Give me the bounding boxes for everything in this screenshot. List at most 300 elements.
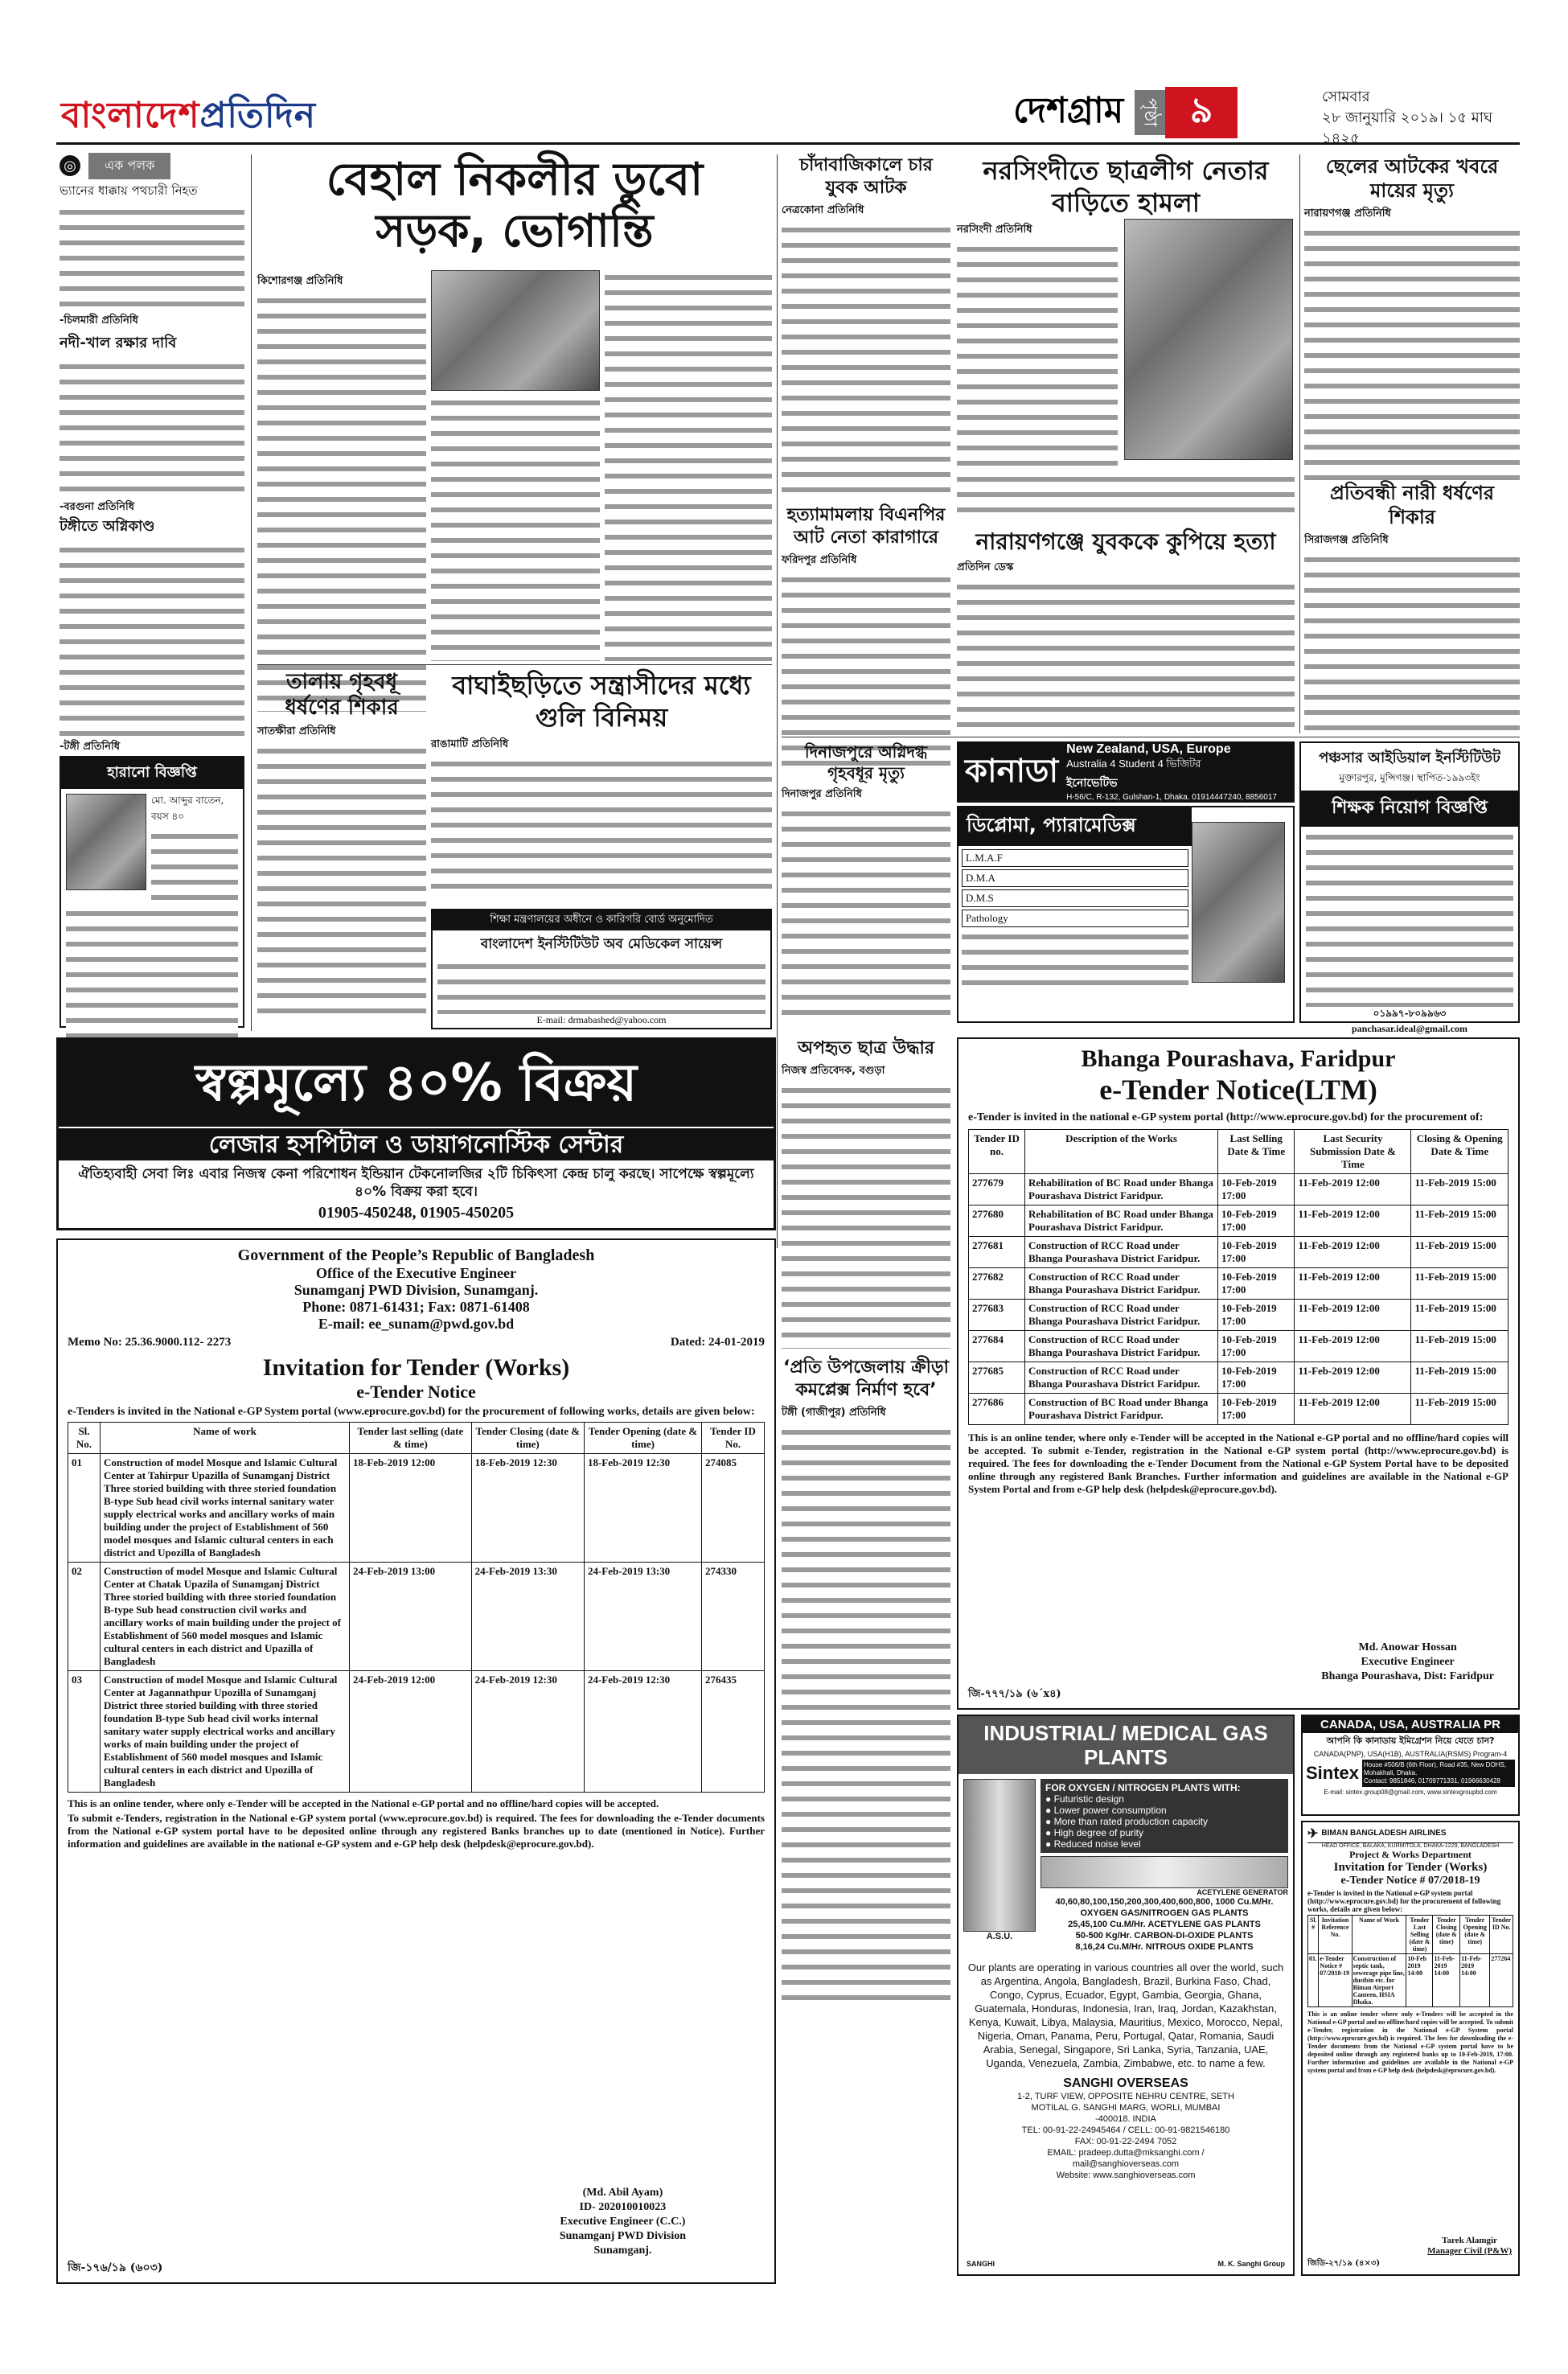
cell-id: 277682 <box>969 1268 1025 1300</box>
page-word: পৃষ্ঠা <box>1135 90 1165 135</box>
ad-canada[interactable] <box>957 741 1295 803</box>
th-work: Name of Work <box>1352 1916 1406 1954</box>
story-abducted <box>782 1037 950 2276</box>
signer-title: Manager Civil (P&W) <box>1427 2246 1512 2256</box>
ek-palak-label: এক পলক <box>88 153 170 179</box>
cell-desc: Rehabilitation of BC Road under Bhanga Pourashava District Faridpur. <box>1025 1174 1218 1205</box>
ad-diploma[interactable] <box>957 806 1295 1023</box>
tender-bhanga[interactable] <box>957 1037 1520 1710</box>
cell-security: 11-Feb-2019 12:00 <box>1295 1268 1411 1300</box>
signer-name: Md. Anowar Hossan <box>1358 1641 1457 1653</box>
cell-opening: 24-Feb-2019 12:30 <box>584 1671 701 1793</box>
bhanga-table <box>968 1129 1508 1425</box>
cell-closing: 11-Feb-2019 15:00 <box>1411 1394 1508 1425</box>
sintex-address: House #506/B (6th Floor), Road #35, New DOHS, Mohakhali, Dhaka. <box>1364 1761 1507 1776</box>
narayanganj-credit: প্রতিদিন ডেস্ক <box>957 561 1014 573</box>
cell-closing: 11-Feb-2019 15:00 <box>1411 1237 1508 1268</box>
chandabaji-headline: চাঁদাবাজিকালে চার যুবক আটক <box>799 155 933 198</box>
biman-notice: e-Tender Notice # 07/2018-19 <box>1340 1875 1480 1887</box>
th-selling: Tender last selling (date & time) <box>350 1423 472 1454</box>
chandabaji-body <box>782 223 950 496</box>
missing-caption: মো. আব্দুর বাতেন, বয়স ৪০ <box>151 795 224 822</box>
narsingdi-credit: নরসিংদী প্রতিনিধি <box>957 224 1032 236</box>
cell-selling: 10-Feb-2019 17:00 <box>1218 1394 1295 1425</box>
cell-selling: 10-Feb-2019 17:00 <box>1218 1174 1295 1205</box>
brief-credit: -বরগুনা প্রতিনিধি <box>60 501 135 513</box>
ad-medical-name: বাংলাদেশ ইনস্টিটিউট অব মেডিকেল সায়েন্স <box>480 936 723 952</box>
gas-email: EMAIL: pradeep.dutta@mksanghi.com / mail@sanghioverseas.com <box>1047 2148 1205 2169</box>
abducted-credit: নিজস্ব প্রতিবেদক, বগুড়া <box>782 1065 885 1077</box>
cell-security: 11-Feb-2019 12:00 <box>1295 1394 1411 1425</box>
cell-work: Construction of septic tank, sewerage pipe line, dustbin etc. for Biman Airport Canteen, HSIA Dhaka. <box>1352 1954 1406 2007</box>
disabled-credit: সিরাজগঞ্জ প্রতিনিধি <box>1304 534 1389 546</box>
table-row <box>1308 1954 1513 2007</box>
ad-40-percent[interactable] <box>56 1037 776 1230</box>
cell-security: 11-Feb-2019 12:00 <box>1295 1300 1411 1331</box>
story-dinajpur <box>782 741 950 1028</box>
cell-desc: Construction of RCC Road under Bhanga Pourashava District Faridpur. <box>1025 1268 1218 1300</box>
date: ২৮ জানুয়ারি ২০১৯। ১৫ মাঘ ১৪২৫ <box>1322 109 1493 147</box>
spec-line: 8,16,24 Cu.M/Hr. NITROUS OXIDE PLANTS <box>1075 1942 1254 1952</box>
th-security: Last Security Submission Date & Time <box>1295 1130 1411 1174</box>
ad-diploma-title: ডিপ্লোমা, প্যারামেডিক্স <box>958 807 1192 846</box>
th-sl: Sl. # <box>1308 1916 1319 1954</box>
cell-closing: 24-Feb-2019 13:30 <box>471 1563 584 1671</box>
cell-security: 11-Feb-2019 12:00 <box>1295 1237 1411 1268</box>
cell-closing: 11-Feb-2019 14:00 <box>1433 1954 1460 2007</box>
cell-opening: 18-Feb-2019 12:30 <box>584 1454 701 1563</box>
table-row <box>68 1563 765 1671</box>
table-row <box>969 1362 1508 1394</box>
cell-id: 277679 <box>969 1174 1025 1205</box>
story-talla <box>257 669 426 1023</box>
asu-column-image <box>963 1779 1036 1932</box>
th-opening: Tender Opening (date & time) <box>584 1423 701 1454</box>
baghaichhari-body <box>431 757 772 893</box>
th-closing: Tender Closing (date & time) <box>1433 1916 1460 1954</box>
biman-title: Invitation for Tender (Works) <box>1333 1861 1488 1874</box>
bhanga-footer: This is an online tender, where only e-Tender will be accepted in the National e-GP portal and no offline/hard copies will be accepted. To submit e-Tender, registration in the National e-GP system portal (http://www.eprocure.gov.bd) is required. The fees for downloading the e-Tender Document from the National e-GP System Portal have to be deposited online through any registered Bank Branches. Further information and guidelines are available in the National e-GP System Portal and from e-GP help desk (helpdesk@eprocure.gov.bd). <box>968 1431 1508 1495</box>
ad-diploma-row: Pathology <box>962 910 1188 927</box>
logo-text-right: প্রতিদিন <box>199 95 316 136</box>
th-id: Tender ID No. <box>1490 1916 1513 1954</box>
talla-credit: সাতক্ষীরা প্রতিনিধি <box>257 725 336 737</box>
cell-closing: 11-Feb-2019 15:00 <box>1411 1300 1508 1331</box>
story-chandabaji <box>782 154 950 733</box>
ad-sintex-brand: Sintex <box>1306 1763 1360 1783</box>
column-rule <box>777 154 778 1248</box>
ad-medical-body <box>437 959 766 1014</box>
section-rule <box>257 664 772 665</box>
gas-tel: TEL: 00-91-22-24945464 / CELL: 00-91-9821546180 <box>1021 2126 1230 2135</box>
missing-notice <box>60 756 244 1028</box>
table-row <box>969 1237 1508 1268</box>
signer-office: Bhanga Pourashava, Dist: Faridpur <box>1321 1670 1494 1682</box>
biman-ref: জিডি-২৭/১৯ (৪×৩) <box>1307 2259 1381 2268</box>
story-narsingdi <box>957 154 1295 524</box>
logo-text-left: বাংলাদেশ <box>61 95 200 136</box>
cell-opening: 11-Feb-2019 14:00 <box>1460 1954 1490 2007</box>
biman-dept: Project & Works Department <box>1349 1849 1472 1860</box>
th-closing: Closing & Opening Date & Time <box>1411 1130 1508 1174</box>
cell-closing: 11-Feb-2019 15:00 <box>1411 1331 1508 1362</box>
ad-gas-company: SANGHI OVERSEAS <box>1063 2076 1188 2090</box>
cell-id: 274330 <box>702 1563 765 1671</box>
ad-sintex[interactable] <box>1301 1715 1520 1816</box>
bhanga-office: Bhanga Pourashava, Faridpur <box>1081 1045 1396 1072</box>
sports-headline: ‘প্রতি উপজেলায় ক্রীড়া কমপ্লেক্স নির্মাণ হবে’ <box>783 1357 949 1400</box>
lead-body-col-3 <box>605 270 772 661</box>
cell-closing: 11-Feb-2019 15:00 <box>1411 1362 1508 1394</box>
talla-headline: তালায় গৃহবধূ ধর্ষণের শিকার <box>285 670 399 720</box>
gas-web[interactable]: Website: www.sanghioverseas.com <box>1056 2171 1196 2180</box>
cell-selling: 24-Feb-2019 12:00 <box>350 1671 472 1793</box>
spec-line: 25,45,100 Cu.M/Hr. ACETYLENE GAS PLANTS <box>1068 1920 1261 1929</box>
sanghi-logo: SANGHI <box>967 2260 995 2268</box>
biman-table <box>1307 1915 1513 2007</box>
tender-footer-1: This is an online tender, where only e-Tender will be accepted in the National e-GP portal and no offline/hard copies will be accepted. <box>68 1797 659 1809</box>
ad-gas-box-title: FOR OXYGEN / NITROGEN PLANTS WITH: <box>1045 1782 1241 1793</box>
ad-gas-feature: ● Reduced noise level <box>1045 1838 1141 1850</box>
cell-closing: 18-Feb-2019 12:30 <box>471 1454 584 1563</box>
ad-panchasar-email: panchasar.ideal@gmail.com <box>1351 1023 1468 1034</box>
lead-story-col-1 <box>257 270 426 711</box>
cell-selling: 18-Feb-2019 12:00 <box>350 1454 472 1563</box>
ad-sintex-email: E-mail: sintex.group08@gmail.com, www.sintexgroupbd.com <box>1324 1789 1497 1796</box>
cell-security: 11-Feb-2019 12:00 <box>1295 1205 1411 1237</box>
cell-security: 11-Feb-2019 12:00 <box>1295 1362 1411 1394</box>
mk-sanghi-logo: M. K. Sanghi Group <box>1217 2260 1285 2268</box>
feature-text: More than rated production capacity <box>1053 1816 1209 1827</box>
ad-40-body <box>59 1160 774 1226</box>
cell-sl: 01. <box>1308 1954 1319 2007</box>
brief-body <box>60 359 244 496</box>
tender-signature <box>560 2186 686 2258</box>
ad-gas-title: INDUSTRIAL/ MEDICAL GAS PLANTS <box>958 1716 1293 1774</box>
missing-notice-title: হারানো বিজ্ঞপ্তি <box>61 758 243 789</box>
narsingdi-photo <box>1124 219 1293 460</box>
ad-canada-line2: Australia 4 Student 4 ভিজিটর <box>1066 758 1201 770</box>
cell-work: Construction of model Mosque and Islamic Cultural Center at Jagannathpur Upozilla of Sunamganj District three storied building with three storied foundation B-type Sub head civil works internal sanitary water supply electrical works and ancillary works of main building under the project of Establishment of 560 model mosques and Islamic cultural centers in each district and Upozilla of Bangladesh <box>101 1671 350 1793</box>
ad-medical-title: শিক্ষা মন্ত্রণালয়ের অধীনে ও কারিগরি বোর্ড অনুমোদিত <box>433 910 770 930</box>
tender-office: Office of the Executive Engineer <box>316 1265 516 1281</box>
table-row <box>68 1454 765 1563</box>
cell-work: Construction of model Mosque and Islamic Cultural Center at Chatak Upazila of Sunamganj District Three storied building with three storied foundation B-type Sub head construction civil works and ancillary works of main building under the project of Establishment of 560 model mosques and Islamic cultural centers in each district and Upazilla of Bangladesh <box>101 1563 350 1671</box>
abducted-headline: অপহৃত ছাত্র উদ্ধার <box>798 1038 934 1058</box>
tender-subtitle: e-Tender Notice <box>356 1382 476 1402</box>
brief-lead: ভ্যানের ধাক্কায় পথচারী নিহত <box>60 183 198 198</box>
story-mother <box>1304 154 1520 476</box>
cell-id: 277264 <box>1490 1954 1513 2007</box>
ad-gas-specs <box>1041 1896 1288 1953</box>
cell-selling: 10-Feb-2019 17:00 <box>1218 1205 1295 1237</box>
lead-body-col-2 <box>431 396 600 661</box>
ad-gas-plants[interactable] <box>957 1715 1295 2276</box>
brief-item-1 <box>60 182 244 327</box>
cell-desc: Rehabilitation of BC Road under Bhanga Pourashava District Faridpur. <box>1025 1205 1218 1237</box>
acetylene-label: ACETYLENE GENERATOR <box>1197 1888 1288 1896</box>
lead-body <box>257 294 426 712</box>
ad-gas-features-box <box>1041 1779 1288 1853</box>
sports-credit: টঙ্গী (গাজীপুর) প্রতিনিধি <box>782 1407 886 1419</box>
biman-intro: e-Tender is invited in the National e-GP system portal (http://www.eprocure.gov.bd) for the procurement of following works, details are given below: <box>1307 1889 1501 1913</box>
ad-gas-contact <box>958 2091 1293 2181</box>
cell-selling: 10-Feb-2019 17:00 <box>1218 1331 1295 1362</box>
baghaichhari-credit: রাঙামাটি প্রতিনিধি <box>431 738 509 750</box>
dinajpur-headline: দিনাজপুরে অগ্নিদগ্ধ গৃহবধূর মৃত্যু <box>804 742 928 782</box>
ad-canada-address: H-56/C, R-132, Gulshan-1, Dhaka. 01914447240, 8856017 <box>1066 793 1277 802</box>
biman-signature <box>1427 2236 1512 2257</box>
table-row <box>969 1331 1508 1362</box>
tender-table <box>68 1422 765 1793</box>
disabled-headline: প্রতিবন্ধী নারী ধর্ষণের শিকার <box>1329 482 1495 528</box>
page-number: ৯ <box>1165 87 1238 138</box>
ad-40-phone: 01905-450248, 01905-450205 <box>318 1204 515 1222</box>
missing-person-photo <box>66 794 146 890</box>
bnp-credit: ফরিদপুর প্রতিনিধি <box>782 554 857 566</box>
lead-story-photo <box>431 270 600 391</box>
feature-text: Futuristic design <box>1053 1793 1124 1805</box>
section-name: দেশগ্রাম <box>1013 89 1124 131</box>
tender-title: Invitation for Tender (Works) <box>262 1354 570 1381</box>
story-baghaichhari <box>431 669 772 910</box>
table-row <box>68 1671 765 1793</box>
cell-id: 274085 <box>702 1454 765 1563</box>
tender-memo: Memo No: 25.36.9000.112- 2273 <box>68 1336 232 1349</box>
table-row <box>969 1300 1508 1331</box>
story-disabled <box>1304 481 1520 733</box>
lead-story-headline <box>257 154 772 267</box>
dinajpur-credit: দিনাজপুর প্রতিনিধি <box>782 788 862 800</box>
ek-palak-header <box>60 154 244 177</box>
tender-intro: e-Tenders is invited in the National e-GP System portal (www.eprocure.gov.bd) for the procurement of following works, details are given below: <box>68 1406 755 1418</box>
th-id: Tender ID No. <box>702 1423 765 1454</box>
cell-id: 277683 <box>969 1300 1025 1331</box>
mother-credit: নারায়ণগঞ্জ প্রতিনিধি <box>1304 207 1391 220</box>
tender-division: Sunamganj PWD Division, Sunamganj. <box>293 1282 539 1298</box>
spiral-icon: ◎ <box>60 155 80 176</box>
ad-panchasar-title: শিক্ষক নিয়োগ বিজ্ঞপ্তি <box>1301 791 1518 827</box>
brief-headline: টঙ্গীতে অগ্নিকাণ্ড <box>60 518 155 535</box>
cell-id: 277686 <box>969 1394 1025 1425</box>
asu-label: A.S.U. <box>986 1932 1013 1941</box>
ad-panchasar[interactable] <box>1299 741 1520 1034</box>
cell-opening: 24-Feb-2019 13:30 <box>584 1563 701 1671</box>
talla-body <box>257 744 426 1017</box>
ad-diploma-row: D.M.S <box>962 889 1188 907</box>
biman-logo-icon: ✈ <box>1307 1826 1319 1841</box>
ad-diploma-row: D.M.A <box>962 869 1188 887</box>
ad-canada-sub: New Zealand, USA, Europe <box>1066 742 1231 756</box>
th-sl: Sl. No. <box>68 1423 101 1454</box>
biman-airline: BIMAN BANGLADESH AIRLINES <box>1321 1829 1447 1838</box>
ad-gas-countries: Our plants are operating in various countries all over the world, such as Argentina, Angola, Bangladesh, Brazil, Burkina Faso, Chad, Congo, Cyprus, Ecuador, Egypt, Gambia, Georgia, Ghana, Guatemala, Honduras, Indonesia, Iran, Iraq, Jordan, Kazakhstan, Kenya, Kuwait, Libya, Malaysia, Mauritius, Mexico, Morocco, Nepal, Nigeria, Oman, Panama, Peru, Portugal, Qatar, Romania, Saudi Arabia, Senegal, Singapore, Sri Lanka, Syria, Tanzania, UAE, Uganda, Venezuela, Zambia, Zimbabwe, etc. to name a few. <box>967 1961 1284 2069</box>
th-opening: Tender Opening (date & time) <box>1460 1916 1490 1954</box>
cell-security: 11-Feb-2019 12:00 <box>1295 1331 1411 1362</box>
cell-security: 11-Feb-2019 12:00 <box>1295 1174 1411 1205</box>
ad-canada-title: কানাডা <box>965 752 1059 790</box>
story-narayanganj <box>957 528 1295 733</box>
disabled-body <box>1304 552 1520 737</box>
brief-headline: নদী-খাল রক্ষার দাবি <box>60 335 177 351</box>
tender-phone: Phone: 0871-61431; Fax: 0871-61408 <box>302 1299 530 1315</box>
th-work: Name of work <box>101 1423 350 1454</box>
ad-panchasar-body <box>1306 830 1513 1007</box>
cell-selling: 10-Feb-2019 17:00 <box>1218 1362 1295 1394</box>
cell-desc: Construction of RCC Road under Bhanga Pourashava District Faridpur. <box>1025 1331 1218 1362</box>
narsingdi-body <box>957 242 1118 467</box>
th-selling: Last Selling Date & Time <box>1218 1130 1295 1174</box>
narayanganj-headline: নারায়ণগঞ্জে যুবককে কুপিয়ে হত্যা <box>975 528 1276 555</box>
missing-notice-body <box>66 906 238 1043</box>
lead-headline-line-2: সড়ক, ভোগান্তি <box>376 205 654 257</box>
cell-id: 277680 <box>969 1205 1025 1237</box>
cell-ref: e-Tender Notice # 07/2018-19 <box>1319 1954 1352 2007</box>
cell-id: 277685 <box>969 1362 1025 1394</box>
section-block <box>1013 87 1238 138</box>
cell-work: Construction of model Mosque and Islamic Cultural Center at Tahirpur Upazilla of Sunamganj District Three storied building with three storied foundation B-type Sub head civil works internal sanitary water supply electrical works and ancillary works of main building under the project of Establishment of 560 model mosques and Islamic cultural centers in each district and Upozilla of Bangladesh <box>101 1454 350 1563</box>
mother-headline: ছেলের আটকের খবরে মায়ের মৃত্যু <box>1325 155 1499 202</box>
ad-40-sub: লেজার হসপিটাল ও ডায়াগনোস্টিক সেন্টার <box>59 1127 774 1160</box>
brief-item-2 <box>60 331 244 513</box>
ad-gas-feature: ● More than rated production capacity <box>1045 1816 1209 1827</box>
ad-sintex-title: CANADA, USA, AUSTRALIA PR <box>1303 1716 1518 1733</box>
cell-sl: 01 <box>68 1454 101 1563</box>
tender-biman[interactable] <box>1301 1821 1520 2276</box>
cell-selling: 24-Feb-2019 13:00 <box>350 1563 472 1671</box>
cell-desc: Construction of BC Road under Bhanga Pourashava District Faridpur. <box>1025 1394 1218 1425</box>
spec-line: 50-500 Kg/Hr. CARBON-DI-OXIDE PLANTS <box>1075 1931 1254 1941</box>
signer-title: Executive Engineer (C.C.) <box>560 2216 686 2228</box>
cell-closing: 11-Feb-2019 15:00 <box>1411 1174 1508 1205</box>
column-rule <box>1299 154 1300 733</box>
tender-dated: Dated: 24-01-2019 <box>670 1336 765 1349</box>
th-desc: Description of the Works <box>1025 1130 1218 1174</box>
mother-body <box>1304 226 1520 483</box>
feature-text: High degree of purity <box>1053 1827 1143 1838</box>
brief-item-3 <box>60 515 244 753</box>
th-closing: Tender Closing (date & time) <box>471 1423 584 1454</box>
table-row <box>969 1394 1508 1425</box>
cell-closing: 24-Feb-2019 12:30 <box>471 1671 584 1793</box>
table-row <box>969 1174 1508 1205</box>
ad-panchasar-sub: মুক্তারপুর, মুন্সিগঞ্জ। স্থাপিত-১৯৯৩ইং <box>1339 772 1480 783</box>
cell-closing: 11-Feb-2019 15:00 <box>1411 1268 1508 1300</box>
chandabaji-credit: নেত্রকোনা প্রতিনিধি <box>782 204 864 216</box>
signer-name: Tarek Alamgir <box>1442 2236 1497 2245</box>
ad-sintex-line: CANADA(PNP), USA(H1B), AUSTRALIA(RSMS) Program-4 <box>1313 1750 1508 1758</box>
tender-email: E-mail: ee_sunam@pwd.gov.bd <box>318 1316 515 1332</box>
gas-address: 1-2, TURF VIEW, OPPOSITE NEHRU CENTRE, SETH MOTILAL G. SANGHI MARG, WORLI, MUMBAI -400018. INDIA <box>1017 2092 1234 2124</box>
bhanga-signature <box>1321 1641 1494 1684</box>
narayanganj-body <box>957 580 1295 733</box>
cell-id: 277681 <box>969 1237 1025 1268</box>
biman-address: HEAD OFFICE, BALAKA, KURMITOLA, DHAKA-1229, BANGLADESH <box>1321 1843 1500 1849</box>
cell-id: 277684 <box>969 1331 1025 1362</box>
ad-40-body-text: ঐতিহ্যবাহী সেবা লিঃ এবার নিজস্ব কেনা পরিশোধন ইন্ডিয়ান টেকনোলজির ২টি চিকিৎসা কেন্দ্র চালু করছে। সাপেক্ষে স্বল্পমূল্যে ৪০% বিক্রয় করা হবে। <box>78 1166 754 1200</box>
signer-id: ID- 202010010023 <box>579 2201 667 2213</box>
sintex-contact: Contact: 9851846, 01709771331, 01966630428 <box>1364 1777 1500 1785</box>
lead-headline-line-1: বেহাল নিকলীর ডুবো <box>326 154 704 206</box>
table-row <box>969 1205 1508 1237</box>
tender-sunamganj[interactable] <box>56 1238 776 2284</box>
bhanga-ref: জি-৭৭৭/১৯ (৬´x৪) <box>968 1688 1061 1700</box>
narsingdi-body-2 <box>957 472 1295 520</box>
nurse-photo <box>1192 822 1285 983</box>
ad-panchasar-institute: পঞ্চসার আইডিয়াল ইনস্টিটিউট <box>1319 750 1500 766</box>
tender-ref: জি-১৭৬/১৯ (৬০৩) <box>68 2261 163 2274</box>
ad-gas-feature: ● Futuristic design <box>1045 1793 1124 1805</box>
sports-body <box>782 1425 950 2004</box>
cell-sl: 03 <box>68 1671 101 1793</box>
ad-sintex-subtitle: আপনি কি কানাডায় ইমিগ্রেশন নিয়ে যেতে চান? <box>1326 1735 1495 1746</box>
bnp-headline: হত্যামামলায় বিএনপির আট নেতা কারাগারে <box>786 505 946 548</box>
ad-diploma-row: L.M.A.F <box>962 849 1188 867</box>
lead-credit: কিশোরগঞ্জ প্রতিনিধি <box>257 275 343 287</box>
ad-gas-feature: ● High degree of purity <box>1045 1827 1143 1838</box>
brief-credit: -টঙ্গী প্রতিনিধি <box>60 741 121 753</box>
signer-title: Executive Engineer <box>1361 1656 1455 1668</box>
tender-footer-2: To submit e-Tenders, registration in the National e-GP system portal (www.eprocure.gov.bd) is required. The fees for downloading the e-Tender documents from the National e-GP system portal have to be deposited online through any registered Banks branches up to date (mentioned in Notice). Further information and guidelines are available in the national e-GP system and e-GP help desk (helpdesk@eprocure.gov.bd). <box>68 1812 765 1850</box>
signer-name: (Md. Abil Ayam) <box>582 2187 663 2199</box>
cell-selling: 10-Feb-2019 17:00 <box>1218 1300 1295 1331</box>
narsingdi-headline: নরসিংদীতে ছাত্রলীগ নেতার বাড়িতে হামলা <box>983 155 1269 218</box>
dinajpur-body <box>782 807 950 1016</box>
ad-medical-email: E-mail: drmabashed@yahoo.com <box>536 1014 667 1025</box>
ad-canada-brand: ইনোভেটিভ <box>1066 776 1118 789</box>
dateline <box>1322 87 1515 150</box>
baghaichhari-headline: বাঘাইছড়িতে সন্ত্রাসীদের মধ্যে গুলি বিনিময় <box>452 670 751 733</box>
masthead <box>56 80 1520 145</box>
brief-body <box>60 205 244 310</box>
brief-credit: -চিলমারী প্রতিনিধি <box>60 314 138 327</box>
cell-desc: Construction of RCC Road under Bhanga Pourashava District Faridpur. <box>1025 1237 1218 1268</box>
cell-closing: 11-Feb-2019 15:00 <box>1411 1205 1508 1237</box>
ad-gas-feature: ● Lower power consumption <box>1045 1805 1167 1816</box>
table-row <box>969 1268 1508 1300</box>
gas-fax: FAX: 00-91-22-2494 7052 <box>1074 2137 1177 2146</box>
acetylene-generator-image <box>1041 1856 1288 1888</box>
cell-sl: 02 <box>68 1563 101 1671</box>
feature-text: Lower power consumption <box>1053 1805 1167 1816</box>
ad-sintex-contact-box <box>1362 1760 1515 1787</box>
biman-footer: This is an online tender where only e-Tenders will be accepted in the National e-GP portal and no offline/hard copies will be accepted. To submit e-Tender, registration in the National e-GP System portal (http://www.eprocure.gov.bd) is required. The fees for downloading the e-Tender documents from the National e-GP system portal have to be deposited online through any registered banks up to 10-Feb-2019, 17:00. Further information and guidelines are available in the National e-GP system portal and from e-GP help desk (helpdesk@eprocure.gov.bd). <box>1307 2011 1514 2074</box>
th-ref: Invitation Reference No. <box>1319 1916 1352 1954</box>
ad-panchasar-phone: ০১৯৯৭-৮০৯৯৬৩ <box>1373 1008 1447 1019</box>
th-id: Tender ID no. <box>969 1130 1025 1174</box>
cell-selling: 10-Feb 2019 14:00 <box>1406 1954 1433 2007</box>
ad-diploma-body <box>962 930 1188 994</box>
tender-gov: Government of the People’s Republic of Bangladesh <box>237 1247 595 1264</box>
cell-selling: 10-Feb-2019 17:00 <box>1218 1237 1295 1268</box>
bhanga-title: e-Tender Notice(LTM) <box>1099 1074 1377 1106</box>
feature-text: Reduced noise level <box>1053 1838 1141 1850</box>
cell-desc: Construction of RCC Road under Bhanga Pourashava District Faridpur. <box>1025 1362 1218 1394</box>
cell-desc: Construction of RCC Road under Bhanga Pourashava District Faridpur. <box>1025 1300 1218 1331</box>
bhanga-intro: e-Tender is invited in the national e-GP system portal (http://www.eprocure.gov.bd) for the procurement of: <box>968 1111 1484 1123</box>
signer-office: Sunamganj PWD Division <box>559 2230 686 2242</box>
newspaper-logo[interactable] <box>61 88 316 147</box>
abducted-body <box>782 1083 950 1349</box>
ad-40-main: স্বল্পমূল্যে ৪০% বিক্রয় <box>59 1040 774 1127</box>
missing-details <box>151 829 238 902</box>
cell-id: 276435 <box>702 1671 765 1793</box>
cell-selling: 10-Feb-2019 17:00 <box>1218 1268 1295 1300</box>
brief-body <box>60 543 244 736</box>
ad-medical-institute[interactable] <box>431 909 772 1029</box>
spec-line: 40,60,80,100,150,200,300,400,600,800, 1000 Cu.M/Hr. OXYGEN GAS/NITROGEN GAS PLANTS <box>1055 1897 1274 1918</box>
th-selling: Tender Last Selling (date & time) <box>1406 1916 1433 1954</box>
